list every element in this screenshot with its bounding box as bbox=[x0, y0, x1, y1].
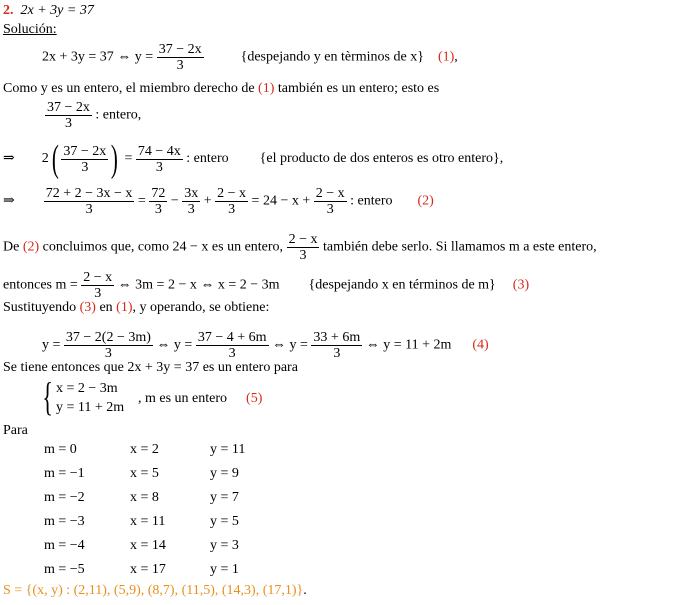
implies2-den4: 3 bbox=[228, 202, 236, 217]
row-y: y = 11 bbox=[210, 442, 246, 457]
implies2-op2: + bbox=[203, 193, 212, 209]
sustituyendo-mid: en bbox=[95, 300, 117, 315]
row-x: x = 5 bbox=[130, 466, 159, 481]
para-label: Para bbox=[3, 423, 28, 438]
solucion-label: Solución: bbox=[3, 22, 57, 37]
entonces-pre: entonces m = bbox=[3, 277, 78, 293]
setiene-line: Se tiene entonces que 2x + 3y = 37 es un entero para bbox=[3, 360, 298, 375]
de2-line bbox=[3, 232, 597, 263]
implies2-frac2 bbox=[149, 186, 167, 217]
implies2-den1: 3 bbox=[85, 202, 93, 217]
row-x: x = 14 bbox=[130, 538, 166, 553]
row-m: m = −2 bbox=[44, 490, 85, 505]
table-row bbox=[44, 462, 245, 486]
frac-entero-text: : entero, bbox=[95, 107, 142, 123]
implies2-frac3 bbox=[182, 186, 200, 217]
step1-fraction bbox=[157, 42, 204, 73]
row-x: x = 11 bbox=[130, 514, 166, 529]
de2-fraction bbox=[287, 232, 320, 263]
right-paren: ) bbox=[111, 138, 119, 180]
implies2-frac5 bbox=[314, 186, 347, 217]
de2-num: 2 − x bbox=[288, 232, 318, 247]
implies2-eq1: = bbox=[137, 193, 146, 209]
implies1-num2: 74 − 4x bbox=[137, 143, 181, 159]
sustituyendo-ref2: (1) bbox=[116, 300, 133, 315]
step1-den: 3 bbox=[176, 58, 184, 73]
frac-entero-line bbox=[45, 100, 141, 131]
implies2-num2: 72 bbox=[151, 186, 166, 201]
step4-lhs: y = bbox=[42, 337, 61, 353]
step4-ref: (4) bbox=[472, 337, 489, 353]
values-table bbox=[44, 438, 245, 582]
table-row bbox=[44, 486, 245, 510]
implies1-frac1 bbox=[61, 144, 108, 175]
row-m: m = 0 bbox=[44, 442, 77, 457]
implies2-den3: 3 bbox=[187, 202, 195, 217]
row-x: x = 8 bbox=[130, 490, 159, 505]
implies1-arrow: ⇒ bbox=[3, 151, 15, 167]
entonces-ref: (3) bbox=[512, 277, 530, 293]
de2-ref: (2) bbox=[22, 239, 40, 255]
problem-equation: 2x + 3y = 37 bbox=[20, 3, 94, 18]
implies2-num5: 2 − x bbox=[315, 186, 345, 201]
row-y: y = 9 bbox=[210, 466, 239, 481]
implies1-coef: 2 bbox=[41, 151, 49, 167]
como-ref: (1) bbox=[258, 81, 275, 96]
step1-lhs: 2x + 3y = 37 ⇔ y = bbox=[42, 49, 154, 65]
step4-den1: 3 bbox=[104, 346, 112, 361]
implies2-frac1 bbox=[44, 186, 135, 217]
solution-set-tail: . bbox=[303, 583, 307, 598]
step4-eq1: ⇔ y = bbox=[156, 337, 193, 353]
step4-num3: 33 + 6m bbox=[313, 330, 361, 345]
implies2-line bbox=[3, 186, 434, 217]
implies2-num3: 3x bbox=[184, 186, 199, 201]
implies2-num1: 72 + 2 − 3x − x bbox=[45, 186, 133, 201]
sustituyendo-ref1: (3) bbox=[79, 300, 96, 315]
row-y: y = 7 bbox=[210, 490, 239, 505]
implies2-op1: − bbox=[170, 193, 179, 209]
implies2-den5: 3 bbox=[326, 202, 334, 217]
implies1-line bbox=[3, 140, 503, 178]
row-x: x = 2 bbox=[130, 442, 159, 457]
step4-num1: 37 − 2(2 − 3m) bbox=[65, 330, 151, 345]
implies2-arrow: ⇒ bbox=[3, 193, 15, 209]
solution-set bbox=[3, 583, 307, 599]
implies1-num1: 37 − 2x bbox=[63, 143, 107, 159]
row-m: m = −4 bbox=[44, 538, 85, 553]
solution-set-text: S = {(x, y) : (2,11), (5,9), (8,7), (11,5), (14,3), (17,1)} bbox=[3, 583, 304, 598]
table-row bbox=[44, 438, 245, 462]
frac-entero-num: 37 − 2x bbox=[47, 100, 90, 115]
implies1-den2: 3 bbox=[155, 159, 163, 175]
sustituyendo-post: , y operando, se obtiene: bbox=[132, 300, 270, 315]
step1-tail: , bbox=[454, 49, 458, 65]
entonces-comment: {despejando x en términos de m} bbox=[308, 277, 496, 293]
como-post: también es un entero; esto es bbox=[274, 81, 440, 96]
step4-frac3 bbox=[311, 330, 362, 361]
step4-rhs: ⇔ y = 11 + 2m bbox=[365, 337, 452, 353]
implies2-ref: (2) bbox=[417, 193, 434, 209]
entonces-fraction bbox=[81, 270, 114, 301]
step4-eq2: ⇔ y = bbox=[272, 337, 308, 353]
implies2-frac4 bbox=[215, 186, 248, 217]
frac-entero-den: 3 bbox=[64, 116, 72, 131]
implies1-den1: 3 bbox=[81, 159, 89, 175]
row-y: y = 1 bbox=[210, 562, 239, 577]
entonces-line bbox=[3, 270, 529, 301]
problem-header bbox=[3, 3, 94, 19]
implies1-eq: = bbox=[124, 151, 133, 167]
implies1-frac2 bbox=[136, 144, 183, 175]
system-ref: (5) bbox=[246, 391, 263, 406]
step1-comment: {despejando y en tèrminos de x} bbox=[240, 49, 424, 65]
entonces-num: 2 − x bbox=[83, 270, 113, 285]
row-x: x = 17 bbox=[130, 562, 166, 577]
system-line2: y = 11 + 2m bbox=[56, 400, 125, 415]
table-row bbox=[44, 558, 245, 582]
de2-pre: De bbox=[3, 239, 23, 255]
entonces-mid: ⇔ 3m = 2 − x ⇔ x = 2 − 3m bbox=[117, 277, 280, 293]
system-text: , m es un entero bbox=[138, 391, 228, 406]
row-y: y = 5 bbox=[210, 514, 239, 529]
como-pre: Como y es un entero, el miembro derecho de bbox=[3, 81, 259, 96]
step4-den3: 3 bbox=[333, 346, 341, 361]
system-brace: { bbox=[42, 374, 53, 419]
row-y: y = 3 bbox=[210, 538, 239, 553]
de2-tail: también debe serlo. Si llamamos m a este entero, bbox=[322, 239, 597, 255]
step4-frac1 bbox=[64, 330, 153, 361]
table-row bbox=[44, 510, 245, 534]
system-line1: x = 2 − 3m bbox=[56, 381, 118, 396]
implies1-comment: {el producto de dos enteros es otro entero}, bbox=[259, 151, 504, 167]
frac-entero-fraction bbox=[45, 100, 92, 131]
step4-den2: 3 bbox=[228, 346, 236, 361]
step4-frac2 bbox=[196, 330, 269, 361]
implies1-text: : entero bbox=[186, 151, 229, 167]
de2-den: 3 bbox=[299, 248, 307, 263]
row-m: m = −3 bbox=[44, 514, 85, 529]
sustituyendo-pre: Sustituyendo bbox=[3, 300, 80, 315]
step1-line bbox=[42, 42, 458, 73]
step4-line bbox=[42, 330, 489, 361]
sustituyendo-line bbox=[3, 300, 269, 316]
step4-num2: 37 − 4 + 6m bbox=[197, 330, 267, 345]
implies2-mid: = 24 − x + bbox=[251, 193, 311, 209]
entonces-den: 3 bbox=[94, 286, 102, 301]
left-paren: ( bbox=[51, 138, 59, 180]
row-m: m = −5 bbox=[44, 562, 85, 577]
implies2-num4: 2 − x bbox=[217, 186, 247, 201]
implies2-den2: 3 bbox=[154, 202, 162, 217]
row-m: m = −1 bbox=[44, 466, 85, 481]
implies2-text: : entero bbox=[350, 193, 393, 209]
problem-number: 2. bbox=[3, 3, 14, 18]
table-row bbox=[44, 534, 245, 558]
como-line bbox=[3, 81, 439, 97]
system-tail bbox=[138, 391, 262, 407]
step1-num: 37 − 2x bbox=[158, 42, 202, 57]
de2-post: concluimos que, como 24 − x es un entero, bbox=[39, 239, 284, 255]
step1-ref: (1) bbox=[437, 49, 455, 65]
